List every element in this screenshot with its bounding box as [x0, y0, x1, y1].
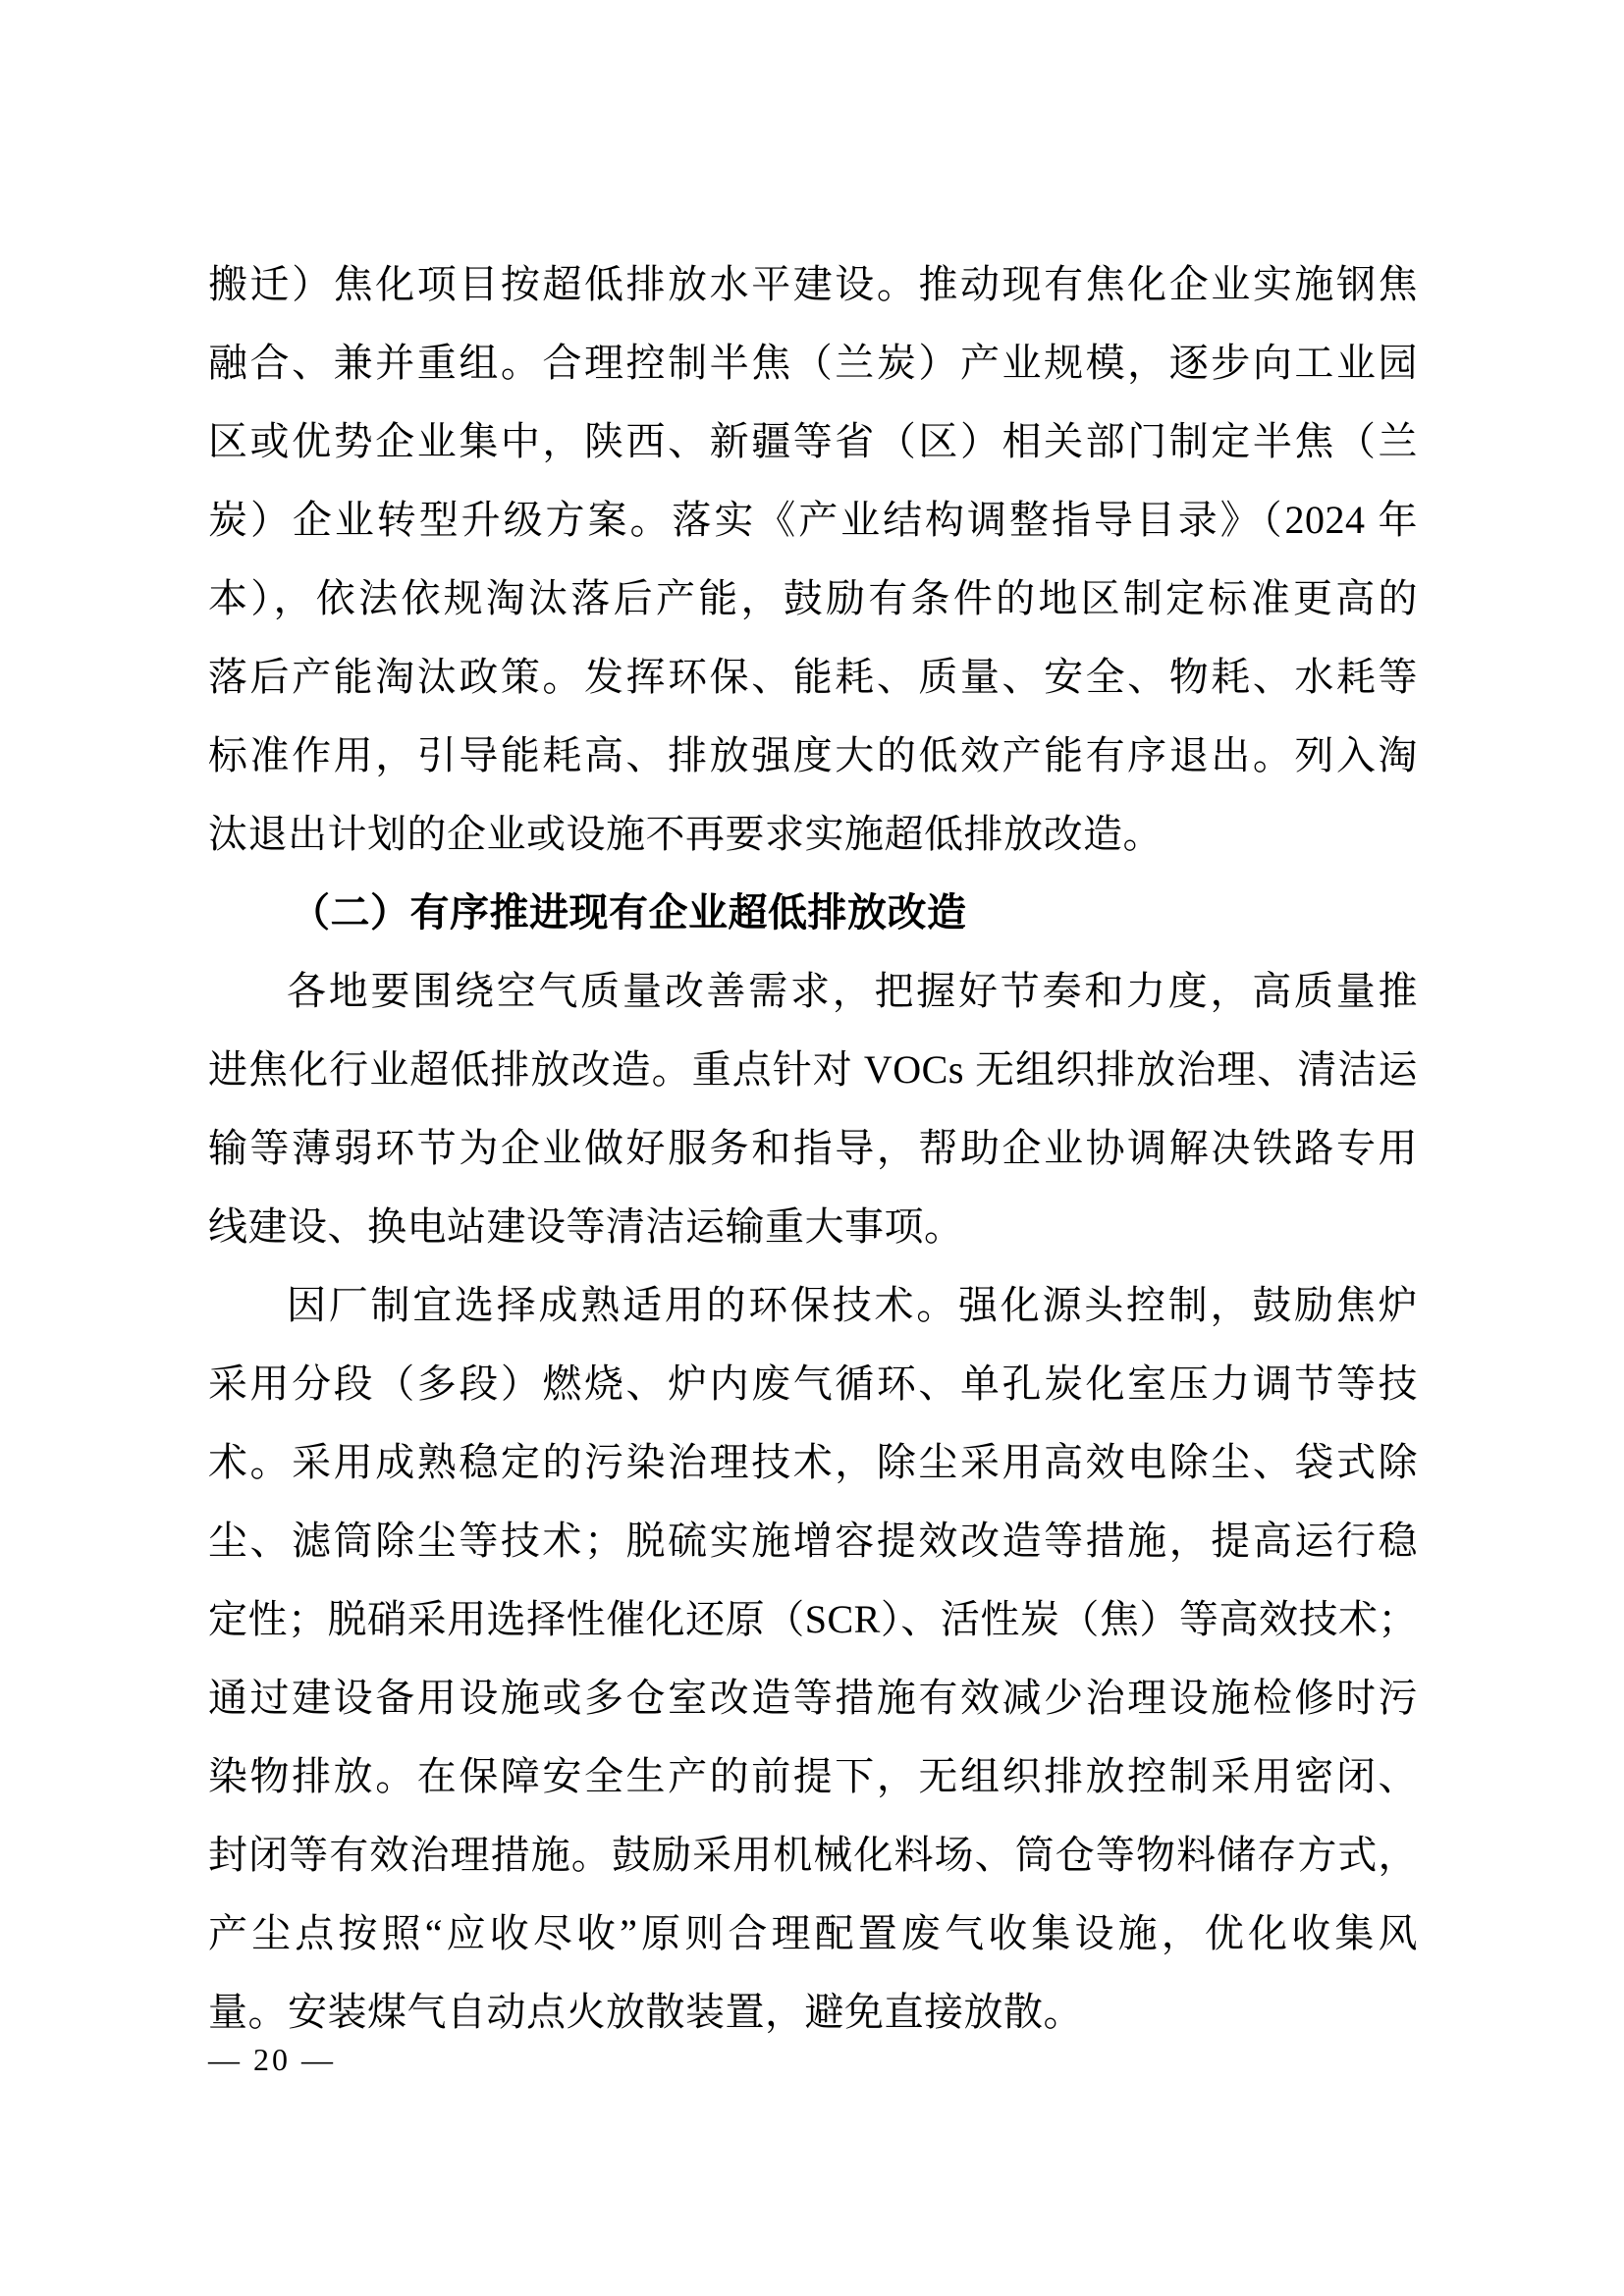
text-line: 线建设、换电站建设等清洁运输重大事项。 [208, 1204, 964, 1249]
section-heading: （二）有序推进现有企业超低排放改造 [291, 891, 967, 934]
page-number: — 20 — [208, 2042, 336, 2077]
text-line: 炭）企业转型升级方案。落实《产业结构调整指导目录》（2024 年 [208, 498, 1418, 542]
text-line: 标准作用，引导能耗高、排放强度大的低效产能有序退出。列入淘 [208, 733, 1418, 777]
text-line: 因厂制宜选择成熟适用的环保技术。强化源头控制，鼓励焦炉 [287, 1283, 1418, 1327]
text-line: 术。采用成熟稳定的污染治理技术，除尘采用高效电除尘、袋式除 [208, 1440, 1418, 1484]
text-line: 本），依法依规淘汰落后产能，鼓励有条件的地区制定标准更高的 [208, 576, 1418, 620]
text-line: 汰退出计划的企业或设施不再要求实施超低排放改造。 [208, 812, 1163, 856]
text-line: 量。安装煤气自动点火放散装置，避免直接放散。 [208, 1990, 1083, 2034]
text-line: 各地要围绕空气质量改善需求，把握好节奏和力度，高质量推 [287, 969, 1418, 1013]
text-line: 尘、滤筒除尘等技术；脱硫实施增容提效改造等措施，提高运行稳 [208, 1519, 1418, 1563]
text-line: 封闭等有效治理措施。鼓励采用机械化料场、筒仓等物料储存方式， [208, 1833, 1418, 1877]
text-line: 定性；脱硝采用选择性催化还原（SCR）、活性炭（焦）等高效技术； [208, 1597, 1418, 1641]
text-line: 染物排放。在保障安全生产的前提下，无组织排放控制采用密闭、 [208, 1754, 1418, 1798]
document-page-body [208, 245, 1418, 2052]
text-line: 通过建设备用设施或多仓室改造等措施有效减少治理设施检修时污 [208, 1676, 1418, 1720]
text-line: 输等薄弱环节为企业做好服务和指导，帮助企业协调解决铁路专用 [208, 1126, 1418, 1170]
text-line: 采用分段（多段）燃烧、炉内废气循环、单孔炭化室压力调节等技 [208, 1362, 1418, 1406]
text-line: 搬迁）焦化项目按超低排放水平建设。推动现有焦化企业实施钢焦 [208, 262, 1418, 306]
text-line: 融合、兼并重组。合理控制半焦（兰炭）产业规模，逐步向工业园 [208, 341, 1418, 385]
text-line: 产尘点按照“应收尽收”原则合理配置废气收集设施，优化收集风 [208, 1911, 1418, 1955]
text-line: 区或优势企业集中，陕西、新疆等省（区）相关部门制定半焦（兰 [208, 419, 1418, 463]
text-line: 落后产能淘汰政策。发挥环保、能耗、质量、安全、物耗、水耗等 [208, 655, 1418, 699]
text-line: 进焦化行业超低排放改造。重点针对 VOCs 无组织排放治理、清洁运 [208, 1047, 1418, 1092]
